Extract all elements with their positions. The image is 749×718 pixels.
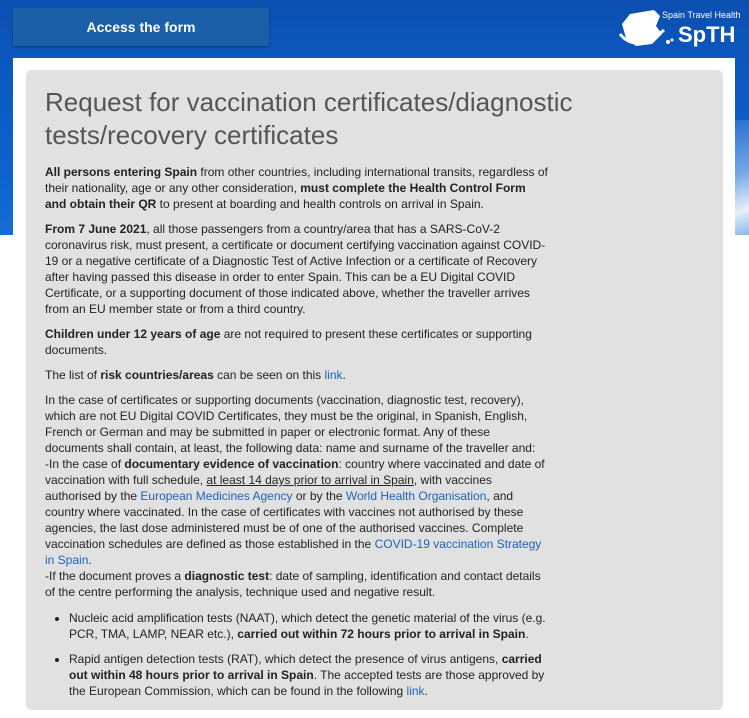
paragraph-risk-countries: The list of risk countries/areas can be seen on this link.: [45, 368, 346, 382]
spth-logo[interactable]: [616, 4, 742, 56]
risk-countries-link[interactable]: link: [324, 368, 343, 382]
access-form-button[interactable]: Access the form: [13, 8, 269, 46]
paragraph-document-requirements: In the case of certificates or supporting documents (vaccination, diagnostic test, recovery), which are not EU Digital COVID Certificates, they must be the original, in Spanish, English, French or German and may be submitted in paper or electronic format. Any of these documents shall contain, at least, the following data: name and surname of the traveller and: -In the case of documentary evidence of vaccination: country where vaccinated and date of vaccination with full schedule, at least 14 days prior to arrival in Spain, with vaccines authorised by the European Medicines Agency or by the World Health Organisation, and country where vaccinated. In the case of certificates with vaccines not authorised by these agencies, the last dose administered must be of one of the authorised vaccines. Complete vaccination schedules are defined as those established in the COVID-19 vaccination Strategy in Spain. -If the document proves a diagnostic test: date of sampling, identification and contact details of the centre performing the analysis, technique used and negative result.: [45, 393, 545, 599]
test-types-list: [45, 610, 550, 699]
logo-top-text: Spain Travel Health: [662, 10, 741, 20]
paragraph-health-form: All persons entering Spain from other countries, including international transits, regardless of their nationality, age or any other consideration, must complete the Health Control Form and obtain their QR to present at boarding and health controls on arrival in Spain.: [45, 165, 548, 211]
content-body: [45, 86, 573, 708]
list-item-rat: • Rapid antigen detection tests (RAT), which detect the presence of virus antigens, carried out within 48 hours prior to arrival in Spain. The accepted tests are those approved by the European Commission, which can be found in the following link.: [69, 651, 550, 699]
paragraph-june-requirements: From 7 June 2021, all those passengers from a country/area that has a SARS-CoV-2 coronavirus risk, must present, a certificate or document certifying vaccination against COVID-19 or a negative certificate of a Diagnostic Test of Active Infection or a certificate of Recovery after having passed this disease in order to enter Spain. This can be a EU Digital COVID Certificate, or a supporting document of those indicated above, whether the traveller arrives from an EU member state or from a third country.: [45, 222, 546, 316]
logo-bottom-text: SpTH: [678, 22, 736, 47]
page-title: Request for vaccination certificates/diagnostic tests/recovery certificates: [45, 87, 573, 150]
ec-tests-link[interactable]: link: [406, 684, 425, 698]
vaccination-strategy-link[interactable]: COVID-19 vaccination Strategy in Spain: [45, 537, 542, 567]
paragraph-children-exemption: Children under 12 years of age are not required to present these certificates or supporting documents.: [45, 327, 532, 357]
list-item-naat: • Nucleic acid amplification tests (NAAT), which detect the genetic material of the virus (e.g. PCR, TMA, LAMP, NEAR etc.), carried out within 72 hours prior to arrival in Spain.: [69, 610, 550, 642]
ema-link[interactable]: European Medicines Agency: [140, 489, 293, 503]
who-link[interactable]: World Health Organisation: [345, 489, 487, 503]
content-card: [26, 70, 723, 710]
